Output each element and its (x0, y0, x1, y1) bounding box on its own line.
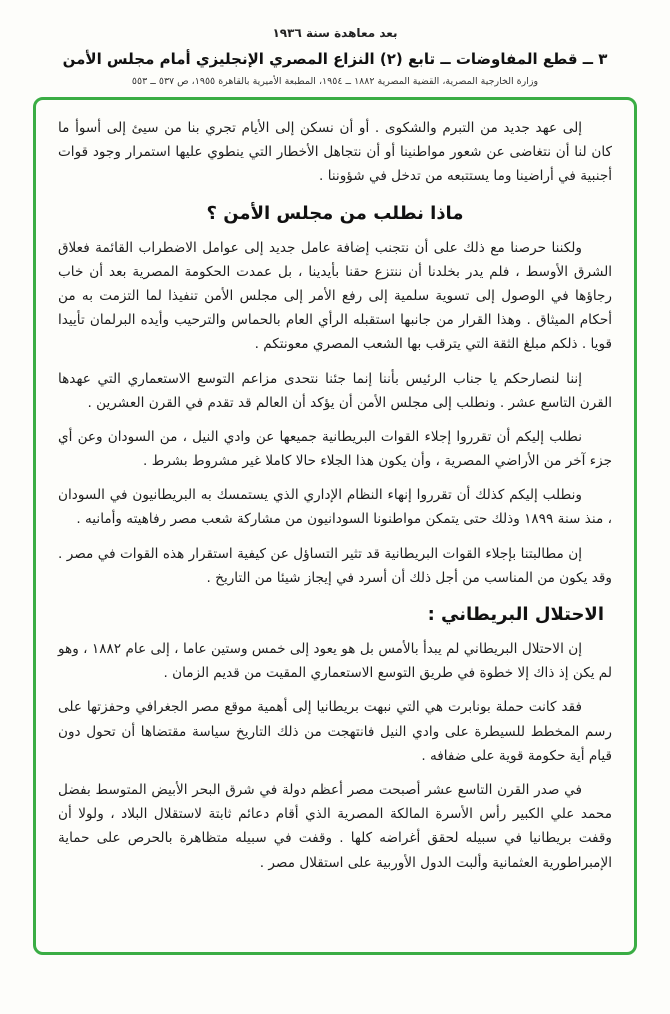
header-era-line: بعد معاهدة سنة ١٩٣٦ (272, 26, 398, 40)
paragraph-bonaparte-campaign: فقد كانت حملة بونابرت هي التي نبهت بريطانيا إلى أهمية موقع مصر الجغرافي وحفزتها على رسم المخطط للسيطرة على وادي النيل فانتهجت من ذلك التاريخ سياسة مقتضاها أن تحول دون قيام أية حكومة قوية على ضفافه . (58, 699, 612, 764)
header-title-line: ٣ ــ قطع المفاوضات ــ تابع (٢) النزاع المصري الإنجليزي أمام مجلس الأمن (62, 50, 608, 68)
paragraph-occupation-origin: إن الاحتلال البريطاني لم يبدأ بالأمس بل هو يعود إلى خمس وستين عاما ، إلى عام ١٨٨٢ ، وهو لم يكن إذ ذاك إلا خطوة في طريق التوسع الاستعماري المقيت من قديم الزمان . (58, 641, 612, 682)
document-frame (33, 97, 637, 955)
section-heading-security-council: ماذا نطلب من مجلس الأمن ؟ (206, 202, 464, 224)
paragraph-intro: إلى عهد جديد من التبرم والشكوى . أو أن نسكن إلى الأيام تجري بنا من سيئ إلى أسوأ ما كان لنا أن نتغاضى عن شعور مواطنينا أو أن نتجاهل الأخطار التي ينطوي عليها استمرار وجود قوات أجنبية في أراضينا وما يستتبعه من تدخل في شؤوننا . (58, 120, 612, 185)
paragraph-demand-sudan-admin: ونطلب إليكم كذلك أن تقرروا إنهاء النظام الإداري الذي يستمسك به البريطانيون في السودان ، منذ سنة ١٨٩٩ وذلك حتى يتمكن مواطنونا السودانيون من مشاركة شعب مصر رفاهيته وأمانيه . (58, 487, 612, 528)
paragraph-avoid-disturbance: ولكننا حرصنا مع ذلك على أن نتجنب إضافة عامل جديد إلى عوامل الاضطراب القائمة فعلاق الشرق الأوسط ، فلم يدر بخلدنا أن ننتزع حقنا بأيدينا ، بل عمدت الحكومة المصرية بعد أن خاب رجاؤها في الوصول إلى تسوية سلمية إلى رفع الأمر إلى مجلس الأمن تنفيذا لما التزمت به من أحكام الميثاق . وهذا القرار من جانبها استقبله الرأي العام بالحماس والترحيب وأيده البرلمان تأييدا قويا . ذلكم مبلغ الثقة التي يترقب بها الشعب المصري معونتكم . (58, 239, 612, 353)
paragraph-history-intro: إن مطالبتنا بإجلاء القوات البريطانية قد تثير التساؤل عن كيفية استقرار هذه القوات في مصر . وقد يكون من المناسب من أجل ذلك أن أسرد في إيجاز شيئا من التاريخ . (58, 545, 612, 586)
document-header (0, 0, 670, 87)
header-source-citation: وزارة الخارجية المصرية، القضية المصرية ١٨٨٢ ــ ١٩٥٤، المطبعة الأميرية بالقاهرة ١٩٥٥، ص ٥٣٧ ــ ٥٥٣ (131, 76, 539, 87)
paragraph-challenge-expansion: إننا لنصارحكم يا جناب الرئيس بأننا إنما جئنا نتحدى مزاعم التوسع الاستعماري التي عهدها القرن التاسع عشر . ونطلب إلى مجلس الأمن أن يؤكد أن العالم قد تقدم في القرن العشرين . (58, 370, 612, 411)
section-heading-british-occupation: الاحتلال البريطاني : (427, 604, 604, 625)
paragraph-mohamed-ali: في صدر القرن التاسع عشر أصبحت مصر أعظم دولة في شرق البحر الأبيض المتوسط بفضل محمد علي الكبير رأس الأسرة المالكة المصرية الذي أقام دعائم ثابتة لاستقلال البلاد ، ولولا أن وقفت بريطانيا في سبيله لحقق أغراضه كلها . وقفت في سبيله متظاهرة بالحرص على حماية الإمبراطورية العثمانية وألبت الدول الأوربية على استقلال مصر . (58, 781, 612, 871)
paragraph-demand-evacuation: نطلب إليكم أن تقرروا إجلاء القوات البريطانية جميعها عن وادي النيل ، من السودان وعن أي جزء آخر من الأراضي المصرية ، وأن يكون هذا الجلاء حالا كاملا غير مشروط بشرط . (58, 428, 612, 470)
